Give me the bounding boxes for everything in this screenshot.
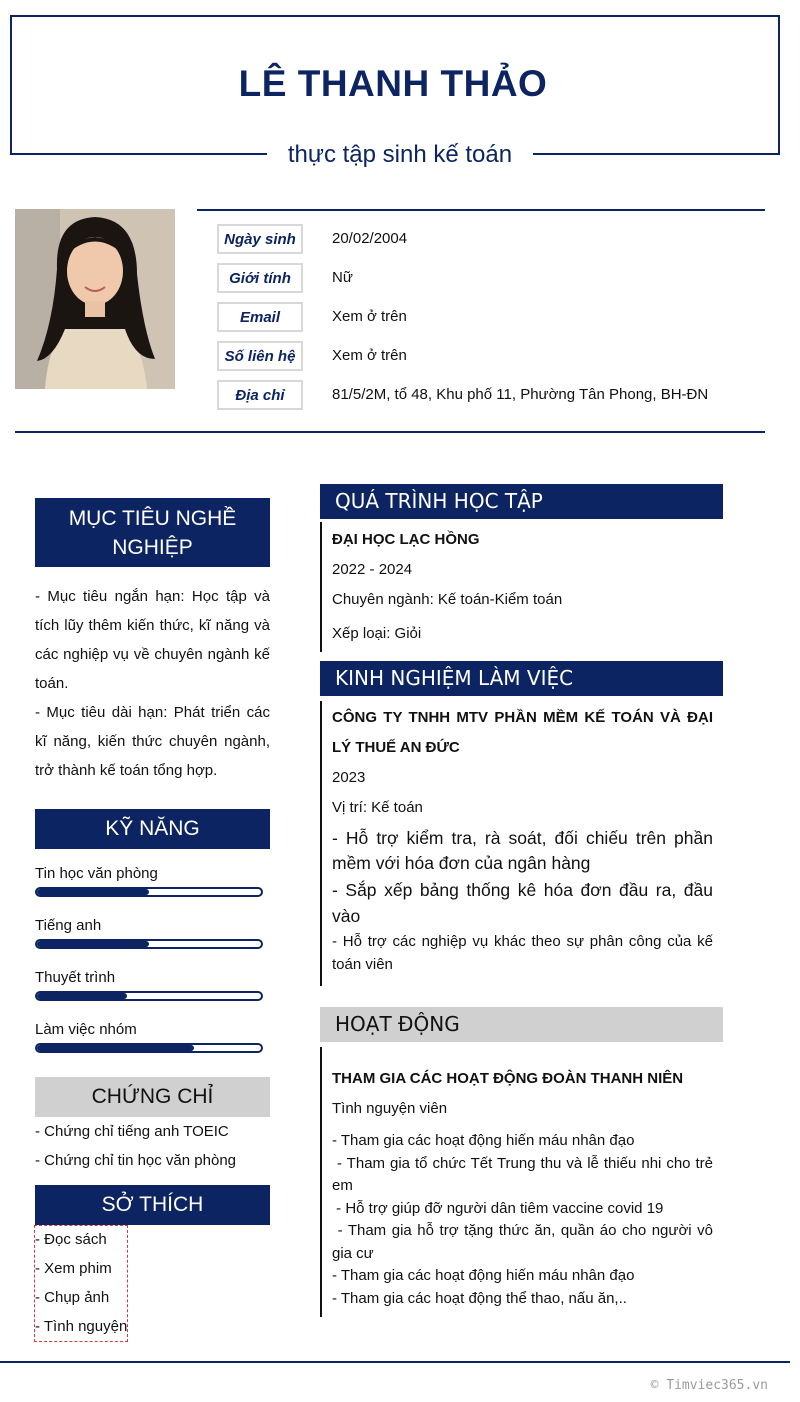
email-label: Email — [217, 302, 303, 332]
phone-label: Số liên hệ — [217, 341, 303, 371]
gender-label: Giới tính — [217, 263, 303, 293]
skill-label: Tiếng anh — [35, 917, 102, 934]
activity-item: - Tham gia hỗ trợ tặng thức ăn, quần áo cho người vô gia cư — [332, 1222, 718, 1262]
phone-value: Xem ở trên — [332, 347, 407, 364]
candidate-name: LÊ THANH THẢO — [238, 63, 548, 104]
skill-label: Tin học văn phòng — [35, 865, 158, 882]
gender-value: Nữ — [332, 269, 353, 286]
hobby-item: - Đọc sách — [35, 1231, 107, 1248]
experience-rule — [320, 701, 322, 986]
education-rank: Xếp loại: Giỏi — [332, 625, 422, 642]
address-label: Địa chỉ — [217, 380, 303, 410]
objective-short-term: - Mục tiêu ngắn hạn: Học tập và tích lũy thêm kiến thức, kĩ năng và các nghiệp vụ về chuyên ngành kế toán. — [35, 588, 270, 692]
skill-bar-fill — [37, 941, 149, 947]
activity-title: THAM GIA CÁC HOẠT ĐỘNG ĐOÀN THANH NIÊN — [332, 1070, 684, 1087]
activity-item: - Tham gia các hoạt động thể thao, nấu ăn,.. — [332, 1289, 627, 1307]
job-title: thực tập sinh kế toán — [267, 138, 533, 172]
address-value: 81/5/2M, tổ 48, Khu phố 11, Phường Tân Phong, BH-ĐN — [332, 386, 709, 403]
education-heading: QUÁ TRÌNH HỌC TẬP — [320, 484, 723, 519]
activities-heading: HOẠT ĐỘNG — [320, 1007, 723, 1042]
skill-bar — [35, 887, 263, 897]
info-top-divider — [197, 209, 765, 211]
experience-position: Vị trí: Kế toán — [332, 799, 423, 816]
activity-role: Tình nguyện viên — [332, 1100, 448, 1117]
email-value: Xem ở trên — [332, 308, 407, 325]
portrait-image — [15, 209, 175, 389]
education-major: Chuyên ngành: Kế toán-Kiểm toán — [332, 591, 563, 608]
hobby-item: - Chụp ảnh — [35, 1289, 110, 1306]
skill-bar — [35, 991, 263, 1001]
skills-heading: KỸ NĂNG — [35, 809, 270, 849]
education-rule — [320, 522, 322, 652]
footer-divider — [0, 1361, 790, 1363]
activity-list — [332, 1130, 718, 1310]
info-bottom-divider — [15, 431, 765, 433]
experience-task: - Hỗ trợ các nghiệp vụ khác theo sự phân công của kế toán viên — [332, 933, 713, 973]
education-school: ĐẠI HỌC LẠC HỒNG — [332, 531, 480, 548]
skill-label: Làm việc nhóm — [35, 1021, 137, 1038]
certificate-item: - Chứng chỉ tin học văn phòng — [35, 1152, 236, 1169]
experience-heading: KINH NGHIỆM LÀM VIỆC — [320, 661, 723, 696]
experience-year: 2023 — [332, 769, 366, 786]
activity-item: - Tham gia các hoạt động hiến máu nhân đạo — [332, 1132, 635, 1149]
objective-heading: MỤC TIÊU NGHỀ NGHIỆP — [35, 498, 270, 567]
skill-bar — [35, 1043, 263, 1053]
profile-photo — [15, 209, 175, 389]
certificates-heading: CHỨNG CHỈ — [35, 1077, 270, 1117]
skill-bar-fill — [37, 993, 127, 999]
activities-rule — [320, 1047, 322, 1317]
skill-bar-fill — [37, 1045, 194, 1051]
hobby-item: - Xem phim — [35, 1260, 112, 1277]
skill-label: Thuyết trình — [35, 969, 116, 986]
education-period: 2022 - 2024 — [332, 561, 413, 578]
objective-long-term: - Mục tiêu dài hạn: Phát triển các kĩ năng, kiến thức chuyên ngành, trở thành kế toán tổng hợp. — [35, 704, 270, 779]
experience-company: CÔNG TY TNHH MTV PHẦN MỀM KẾ TOÁN VÀ ĐẠI LÝ THUẾ AN ĐỨC — [332, 709, 713, 756]
activity-item: - Hỗ trợ giúp đỡ người dân tiêm vaccine covid 19 — [332, 1199, 664, 1217]
footer-watermark: © Timviec365.vn — [650, 1378, 768, 1393]
dob-label: Ngày sinh — [217, 224, 303, 254]
activity-item: - Tham gia tổ chức Tết Trung thu và lễ thiếu nhi cho trẻ em — [332, 1154, 718, 1194]
skill-bar — [35, 939, 263, 949]
hobbies-heading: SỞ THÍCH — [35, 1185, 270, 1225]
hobby-item: - Tình nguyện — [35, 1318, 128, 1335]
dob-value: 20/02/2004 — [332, 230, 408, 247]
experience-task: - Hỗ trợ kiểm tra, rà soát, đối chiếu trên phần mềm với hóa đơn của ngân hàng — [332, 828, 713, 873]
activity-item: - Tham gia các hoạt động hiến máu nhân đạo — [332, 1267, 635, 1284]
certificate-item: - Chứng chỉ tiếng anh TOEIC — [35, 1123, 229, 1140]
skill-bar-fill — [37, 889, 149, 895]
experience-task: - Sắp xếp bảng thống kê hóa đơn đầu ra, đầu vào — [332, 880, 713, 926]
